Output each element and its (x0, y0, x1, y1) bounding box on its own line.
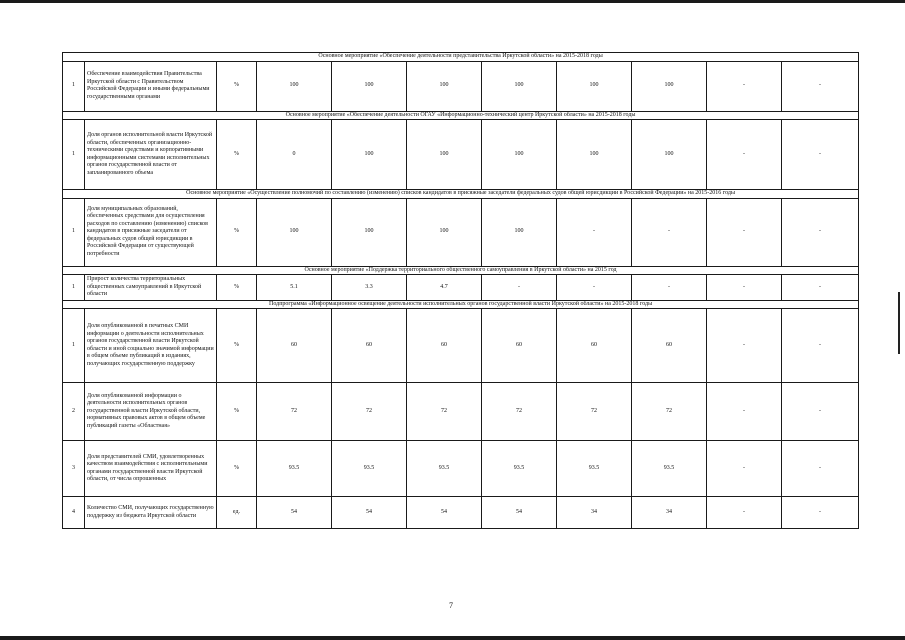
value-cell: - (632, 198, 707, 266)
value-cell: 100 (632, 61, 707, 111)
value-cell: 100 (332, 198, 407, 266)
indicator-name: Доля опубликованной в печатных СМИ информации о деятельности исполнительных органов государственной власти Иркутской области и иной социально значимой информации в общем объеме публикаций в изданиях, получающих государственную поддержку (85, 309, 217, 383)
value-cell: - (782, 120, 859, 190)
table-row (63, 275, 859, 301)
value-cell: - (557, 275, 632, 301)
indicator-name: Доля органов исполнительной власти Иркутской области, обеспеченных организационно-техническими средствами и корпоративными информационными системами исполнительных органов государственной власти от запланированного объема (85, 120, 217, 190)
table-row (63, 61, 859, 111)
section-title: Основное мероприятие «Осуществление полномочий по составлению (изменению) списков кандидатов в присяжные заседатели федеральных судов общей юрисдикции в Российской Федерации» на 2015-2016 годы (63, 190, 859, 199)
indicator-name: Доля муниципальных образований, обеспеченных средствами для осуществления расходов по составлению (изменению) списков кандидатов в присяжные заседатели от федеральных судов общей юрисдикции в Российской Федерации от существующей потребности (85, 198, 217, 266)
unit-cell: % (217, 198, 257, 266)
scan-bottom-border (0, 636, 905, 640)
value-cell: - (782, 383, 859, 441)
value-cell: 100 (407, 61, 482, 111)
indicator-name: Доля опубликованной информации о деятельности исполнительных органов государственной власти Иркутской области, нормативных правовых актов в общем объеме публикаций газеты «Областная» (85, 383, 217, 441)
value-cell: - (707, 61, 782, 111)
value-cell: 34 (557, 497, 632, 529)
table-row (63, 497, 859, 529)
value-cell: 100 (557, 61, 632, 111)
indicator-name: Количество СМИ, получающих государственную поддержку из бюджета Иркутской области (85, 497, 217, 529)
value-cell: - (782, 441, 859, 497)
value-cell: 4.7 (407, 275, 482, 301)
row-number: 1 (63, 120, 85, 190)
unit-cell: % (217, 383, 257, 441)
value-cell: 54 (332, 497, 407, 529)
table-row (63, 309, 859, 383)
indicator-name: Обеспечение взаимодействия Правительства Иркутской области с Правительством Российской Федерации и иными федеральными государственными органами (85, 61, 217, 111)
value-cell: - (707, 309, 782, 383)
value-cell: 54 (407, 497, 482, 529)
value-cell: 60 (332, 309, 407, 383)
value-cell: 100 (407, 120, 482, 190)
value-cell: 93.5 (257, 441, 332, 497)
value-cell: 93.5 (482, 441, 557, 497)
value-cell: 100 (407, 198, 482, 266)
value-cell: 0 (257, 120, 332, 190)
scan-top-border (0, 0, 905, 3)
row-number: 2 (63, 383, 85, 441)
value-cell: 100 (257, 61, 332, 111)
value-cell: - (632, 275, 707, 301)
table-body (63, 53, 859, 529)
value-cell: 93.5 (407, 441, 482, 497)
value-cell: 54 (257, 497, 332, 529)
value-cell: 100 (482, 61, 557, 111)
value-cell: 100 (332, 61, 407, 111)
value-cell: - (782, 198, 859, 266)
section-header-row (63, 300, 859, 309)
value-cell: 93.5 (557, 441, 632, 497)
table-row (63, 441, 859, 497)
value-cell: 60 (632, 309, 707, 383)
value-cell: - (782, 309, 859, 383)
value-cell: - (482, 275, 557, 301)
section-title: Основное мероприятие «Обеспечение деятельности представительства Иркутской области» на 2015-2018 годы (63, 53, 859, 62)
value-cell: 72 (407, 383, 482, 441)
value-cell: 60 (557, 309, 632, 383)
table-row (63, 120, 859, 190)
value-cell: - (707, 120, 782, 190)
section-title: Подпрограмма «Информационное освещение деятельности исполнительных органов государственной власти Иркутской области» на 2015-2018 годы (63, 300, 859, 309)
value-cell: 93.5 (332, 441, 407, 497)
row-number: 1 (63, 61, 85, 111)
unit-cell: % (217, 309, 257, 383)
indicator-name: Прирост количества территориальных общественных самоуправлений в Иркутской области (85, 275, 217, 301)
value-cell: - (707, 441, 782, 497)
value-cell: 5.1 (257, 275, 332, 301)
value-cell: 100 (257, 198, 332, 266)
row-number: 1 (63, 275, 85, 301)
value-cell: 34 (632, 497, 707, 529)
row-number: 1 (63, 309, 85, 383)
value-cell: - (782, 497, 859, 529)
value-cell: 54 (482, 497, 557, 529)
indicator-name: Доля представителей СМИ, удовлетворенных качеством взаимодействия с исполнительными органами государственной власти Иркутской области, от числа опрошенных (85, 441, 217, 497)
value-cell: 100 (482, 198, 557, 266)
value-cell: 60 (257, 309, 332, 383)
unit-cell: % (217, 120, 257, 190)
value-cell: - (707, 497, 782, 529)
value-cell: 100 (557, 120, 632, 190)
unit-cell: % (217, 275, 257, 301)
section-header-row (63, 266, 859, 275)
value-cell: 72 (482, 383, 557, 441)
value-cell: 100 (482, 120, 557, 190)
value-cell: - (782, 61, 859, 111)
value-cell: 60 (407, 309, 482, 383)
unit-cell: ед. (217, 497, 257, 529)
page-number: 7 (449, 601, 453, 610)
table-row (63, 198, 859, 266)
value-cell: - (557, 198, 632, 266)
scan-margin-mark (898, 292, 900, 354)
value-cell: 100 (332, 120, 407, 190)
unit-cell: % (217, 441, 257, 497)
value-cell: - (782, 275, 859, 301)
section-header-row (63, 190, 859, 199)
unit-cell: % (217, 61, 257, 111)
row-number: 4 (63, 497, 85, 529)
value-cell: 93.5 (632, 441, 707, 497)
value-cell: 3.3 (332, 275, 407, 301)
section-title: Основное мероприятие «Обеспечение деятельности ОГАУ «Информационно-технический центр Иркутской области» на 2015-2018 годы (63, 111, 859, 120)
row-number: 1 (63, 198, 85, 266)
value-cell: - (707, 383, 782, 441)
value-cell: 60 (482, 309, 557, 383)
value-cell: 72 (332, 383, 407, 441)
section-title: Основное мероприятие «Поддержка территориального общественного самоуправления в Иркутской области» на 2015 год (63, 266, 859, 275)
value-cell: 72 (257, 383, 332, 441)
section-header-row (63, 53, 859, 62)
section-header-row (63, 111, 859, 120)
indicators-table (62, 52, 859, 529)
value-cell: 72 (557, 383, 632, 441)
row-number: 3 (63, 441, 85, 497)
value-cell: 72 (632, 383, 707, 441)
value-cell: - (707, 275, 782, 301)
table-row (63, 383, 859, 441)
value-cell: 100 (632, 120, 707, 190)
value-cell: - (707, 198, 782, 266)
